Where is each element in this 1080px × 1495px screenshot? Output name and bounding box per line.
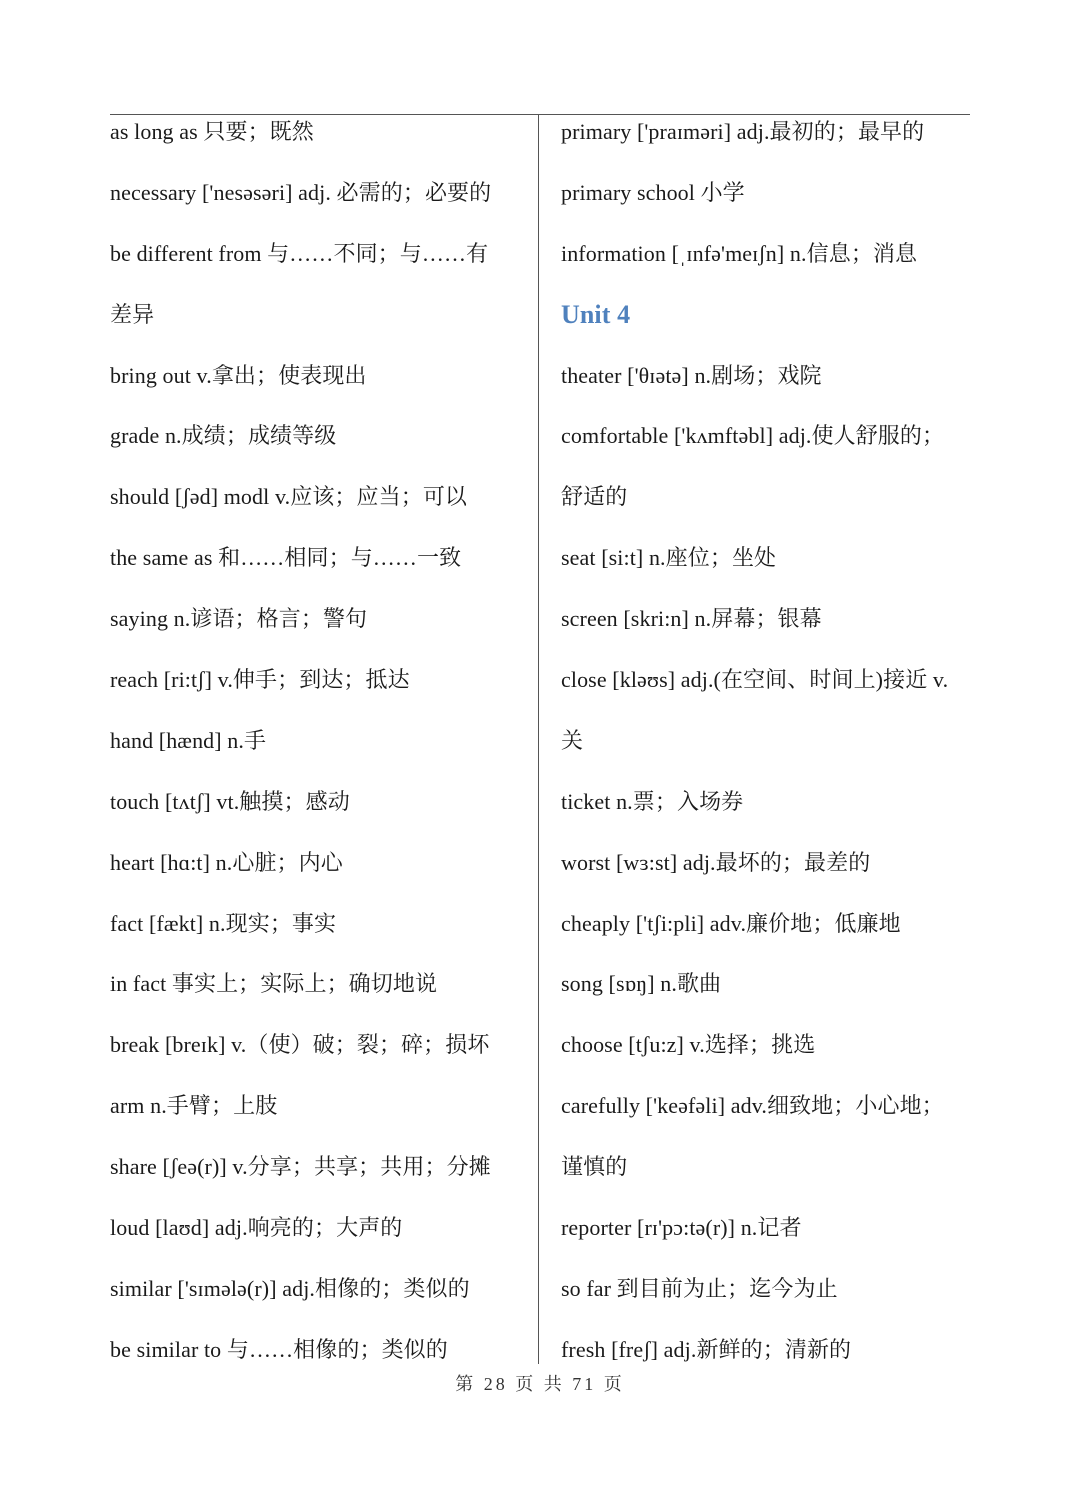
vocab-line: bring out v.拿出；使表现出 xyxy=(110,362,367,388)
vocab-line: grade n.成绩；成绩等级 xyxy=(110,423,337,449)
vocab-line: 差异 xyxy=(110,301,155,327)
vocab-line: fact [fækt] n.现实；事实 xyxy=(110,910,337,936)
vocab-line: 舒适的 xyxy=(561,484,628,510)
vocab-line: song [sɒŋ] n.歌曲 xyxy=(561,971,722,997)
vocab-line: carefully ['keəfəli] adv.细致地；小心地； xyxy=(561,1093,944,1119)
vocab-line: theater ['θɪətə] n.剧场；戏院 xyxy=(561,362,822,388)
vocab-line: break [breɪk] v.（使）破；裂；碎；损坏 xyxy=(110,1032,490,1058)
vocab-line: should [ʃəd] modl v.应该；应当；可以 xyxy=(110,484,468,510)
column-divider xyxy=(538,114,539,1364)
vocab-line: close [kləʊs] adj.(在空间、时间上)接近 v. xyxy=(561,667,949,693)
vocab-line: be similar to 与……相像的；类似的 xyxy=(110,1336,448,1362)
vocab-line: hand [hænd] n.手 xyxy=(110,727,267,753)
vocab-line: arm n.手臂；上肢 xyxy=(110,1093,278,1119)
vocab-line: saying n.谚语；格言；警句 xyxy=(110,606,368,632)
vocab-line: necessary ['nesəsəri] adj. 必需的；必要的 xyxy=(110,179,492,205)
vocab-line: touch [tʌtʃ] vt.触摸；感动 xyxy=(110,788,350,814)
vocab-line: cheaply ['tʃi:pli] adv.廉价地；低廉地 xyxy=(561,910,901,936)
page-number-footer: 第 28 页 共 71 页 xyxy=(455,1374,625,1394)
vocab-line: as long as 只要；既然 xyxy=(110,119,314,144)
vocab-line: reporter [rɪ'pɔ:tə(r)] n.记者 xyxy=(561,1215,802,1241)
unit-heading: Unit 4 xyxy=(561,299,631,329)
vocab-line: in fact 事实上；实际上；确切地说 xyxy=(110,971,438,997)
vocab-line: ticket n.票；入场券 xyxy=(561,788,744,814)
vocab-line: seat [si:t] n.座位；坐处 xyxy=(561,545,777,571)
vocab-line: loud [laʊd] adj.响亮的；大声的 xyxy=(110,1215,403,1241)
vocab-line: 关 xyxy=(561,727,584,753)
vocab-line: share [ʃeə(r)] v.分享；共享；共用；分摊 xyxy=(110,1154,491,1180)
vocab-line: fresh [freʃ] adj.新鲜的；清新的 xyxy=(561,1336,852,1362)
vocab-line: primary school 小学 xyxy=(561,179,745,205)
vocab-line: screen [skri:n] n.屏幕；银幕 xyxy=(561,606,822,632)
vocab-line: so far 到目前为止；迄今为止 xyxy=(561,1275,838,1301)
vocab-line: similar ['sɪmələ(r)] adj.相像的；类似的 xyxy=(110,1275,470,1301)
left-vocabulary-column xyxy=(110,102,530,1381)
vocab-line: comfortable ['kʌmftəbl] adj.使人舒服的； xyxy=(561,423,945,449)
vocab-line: reach [ri:tʃ] v.伸手；到达；抵达 xyxy=(110,667,410,693)
vocab-line: 谨慎的 xyxy=(561,1154,628,1180)
vocab-line: be different from 与……不同；与……有 xyxy=(110,240,489,266)
vocab-line: primary ['praɪməri] adj.最初的；最早的 xyxy=(561,119,925,144)
vocab-line: heart [hɑ:t] n.心脏；内心 xyxy=(110,849,343,875)
right-vocabulary-column xyxy=(561,102,971,1381)
vocab-line: choose [tʃu:z] v.选择；挑选 xyxy=(561,1032,816,1058)
vocab-line: the same as 和……相同；与……一致 xyxy=(110,545,462,571)
vocab-line: worst [wɜ:st] adj.最坏的；最差的 xyxy=(561,849,871,875)
vocab-line: information [ˌɪnfə'meɪʃn] n.信息；消息 xyxy=(561,240,918,266)
